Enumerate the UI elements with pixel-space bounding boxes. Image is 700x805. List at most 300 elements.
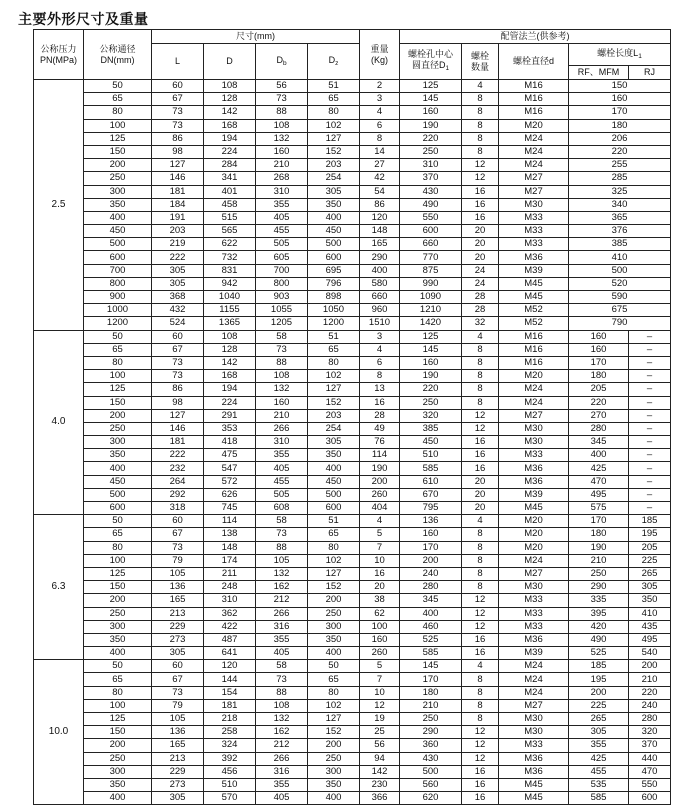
bolt-circle-cell: 510 <box>400 449 462 462</box>
bolt-diameter-cell: M30 <box>499 422 569 435</box>
dn-cell: 1200 <box>84 317 152 330</box>
bolt-circle-cell: 250 <box>400 396 462 409</box>
db-cell: 108 <box>256 370 308 383</box>
bolt-circle-cell: 1090 <box>400 291 462 304</box>
bolt-qty-cell: 8 <box>462 383 499 396</box>
table-row <box>34 792 671 805</box>
bolt-length-rf-cell: 170 <box>569 356 629 369</box>
bolt-circle-cell: 875 <box>400 264 462 277</box>
bolt-qty-cell: 16 <box>462 462 499 475</box>
table-row <box>34 449 671 462</box>
bolt-length-rj-cell: 550 <box>629 778 671 791</box>
d-cell: 362 <box>204 607 256 620</box>
dn-cell: 80 <box>84 356 152 369</box>
table-row <box>34 370 671 383</box>
d-cell: 324 <box>204 739 256 752</box>
db-cell: 132 <box>256 713 308 726</box>
table-row <box>34 277 671 290</box>
l-cell: 60 <box>152 515 204 528</box>
header-bolt-qty: 螺栓 数量 <box>462 44 499 80</box>
l-cell: 79 <box>152 554 204 567</box>
bolt-circle-cell: 430 <box>400 752 462 765</box>
d-cell: 831 <box>204 264 256 277</box>
pn-cell: 4.0 <box>34 330 84 515</box>
dz-cell: 127 <box>308 132 360 145</box>
dn-cell: 600 <box>84 502 152 515</box>
dz-cell: 695 <box>308 264 360 277</box>
bolt-qty-cell: 32 <box>462 317 499 330</box>
bolt-circle-cell: 240 <box>400 567 462 580</box>
dn-cell: 350 <box>84 778 152 791</box>
d-cell: 194 <box>204 383 256 396</box>
d-cell: 291 <box>204 409 256 422</box>
dz-cell: 350 <box>308 633 360 646</box>
bolt-qty-cell: 16 <box>462 792 499 805</box>
bolt-diameter-cell: M33 <box>499 225 569 238</box>
db-cell: 108 <box>256 119 308 132</box>
bolt-diameter-cell: M27 <box>499 409 569 422</box>
bolt-length-rf-cell: 470 <box>569 475 629 488</box>
dz-cell: 80 <box>308 686 360 699</box>
bolt-length-rf-cell: 535 <box>569 778 629 791</box>
bolt-length-rf-cell: 376 <box>569 225 671 238</box>
l-cell: 184 <box>152 198 204 211</box>
d-cell: 108 <box>204 330 256 343</box>
db-cell: 88 <box>256 106 308 119</box>
dz-cell: 200 <box>308 739 360 752</box>
bolt-circle-cell: 620 <box>400 792 462 805</box>
l-cell: 67 <box>152 343 204 356</box>
l-cell: 165 <box>152 739 204 752</box>
db-cell: 608 <box>256 502 308 515</box>
weight-cell: 2 <box>360 80 400 93</box>
bolt-length-rj-cell: – <box>629 422 671 435</box>
weight-cell: 160 <box>360 633 400 646</box>
bolt-qty-cell: 8 <box>462 554 499 567</box>
bolt-circle-cell: 190 <box>400 119 462 132</box>
weight-cell: 25 <box>360 726 400 739</box>
bolt-circle-cell: 170 <box>400 673 462 686</box>
d-cell: 422 <box>204 620 256 633</box>
l-cell: 105 <box>152 567 204 580</box>
bolt-qty-cell: 8 <box>462 713 499 726</box>
bolt-length-rf-cell: 585 <box>569 792 629 805</box>
db-cell: 310 <box>256 185 308 198</box>
bolt-diameter-cell: M24 <box>499 383 569 396</box>
weight-cell: 86 <box>360 198 400 211</box>
d-cell: 353 <box>204 422 256 435</box>
bolt-circle-cell: 210 <box>400 699 462 712</box>
d-cell: 108 <box>204 80 256 93</box>
bolt-length-rf-cell: 225 <box>569 699 629 712</box>
weight-cell: 62 <box>360 607 400 620</box>
dz-cell: 152 <box>308 145 360 158</box>
db-cell: 800 <box>256 277 308 290</box>
weight-cell: 8 <box>360 132 400 145</box>
bolt-diameter-cell: M33 <box>499 607 569 620</box>
bolt-length-rf-cell: 790 <box>569 317 671 330</box>
bolt-length-rf-cell: 270 <box>569 409 629 422</box>
bolt-diameter-cell: M45 <box>499 291 569 304</box>
bolt-qty-cell: 8 <box>462 370 499 383</box>
d-cell: 284 <box>204 159 256 172</box>
weight-cell: 100 <box>360 620 400 633</box>
dn-cell: 80 <box>84 541 152 554</box>
header-bolt-diameter: 螺栓直径d <box>499 44 569 80</box>
table-row <box>34 132 671 145</box>
db-cell: 162 <box>256 726 308 739</box>
bolt-circle-cell: 370 <box>400 172 462 185</box>
weight-cell: 6 <box>360 119 400 132</box>
dz-cell: 51 <box>308 515 360 528</box>
db-cell: 266 <box>256 607 308 620</box>
d-cell: 456 <box>204 765 256 778</box>
bolt-diameter-cell: M16 <box>499 356 569 369</box>
dz-cell: 203 <box>308 159 360 172</box>
dn-cell: 300 <box>84 620 152 633</box>
bolt-length-rf-cell: 185 <box>569 660 629 673</box>
db-cell: 210 <box>256 409 308 422</box>
header-dz: $D_z$ <box>308 44 360 80</box>
l-cell: 305 <box>152 277 204 290</box>
db-cell: 162 <box>256 581 308 594</box>
bolt-diameter-cell: M36 <box>499 462 569 475</box>
bolt-length-rf-cell: 345 <box>569 436 629 449</box>
weight-cell: 4 <box>360 106 400 119</box>
bolt-qty-cell: 8 <box>462 699 499 712</box>
bolt-circle-cell: 145 <box>400 660 462 673</box>
l-cell: 146 <box>152 422 204 435</box>
d-cell: 224 <box>204 396 256 409</box>
table-row <box>34 620 671 633</box>
table-row <box>34 422 671 435</box>
dz-cell: 51 <box>308 80 360 93</box>
bolt-length-rf-cell: 180 <box>569 528 629 541</box>
table-row <box>34 225 671 238</box>
weight-cell: 42 <box>360 172 400 185</box>
bolt-qty-cell: 16 <box>462 633 499 646</box>
db-cell: 108 <box>256 699 308 712</box>
bolt-circle-cell: 660 <box>400 238 462 251</box>
d-cell: 942 <box>204 277 256 290</box>
weight-cell: 56 <box>360 739 400 752</box>
bolt-length-rj-cell: 225 <box>629 554 671 567</box>
bolt-circle-cell: 190 <box>400 370 462 383</box>
d-cell: 565 <box>204 225 256 238</box>
bolt-qty-cell: 8 <box>462 686 499 699</box>
d-cell: 194 <box>204 132 256 145</box>
d-cell: 142 <box>204 356 256 369</box>
bolt-diameter-cell: M33 <box>499 620 569 633</box>
d-cell: 120 <box>204 660 256 673</box>
db-cell: 355 <box>256 198 308 211</box>
bolt-diameter-cell: M52 <box>499 304 569 317</box>
table-row <box>34 647 671 660</box>
l-cell: 127 <box>152 159 204 172</box>
bolt-qty-cell: 8 <box>462 145 499 158</box>
table-row <box>34 581 671 594</box>
dz-cell: 1050 <box>308 304 360 317</box>
bolt-qty-cell: 12 <box>462 422 499 435</box>
bolt-length-rf-cell: 150 <box>569 80 671 93</box>
dz-cell: 102 <box>308 119 360 132</box>
weight-cell: 290 <box>360 251 400 264</box>
dn-cell: 200 <box>84 409 152 422</box>
d-cell: 475 <box>204 449 256 462</box>
bolt-diameter-cell: M36 <box>499 765 569 778</box>
l-cell: 203 <box>152 225 204 238</box>
bolt-circle-cell: 490 <box>400 198 462 211</box>
bolt-circle-cell: 160 <box>400 106 462 119</box>
table-row <box>34 317 671 330</box>
bolt-circle-cell: 670 <box>400 488 462 501</box>
bolt-length-rj-cell: – <box>629 502 671 515</box>
weight-cell: 16 <box>360 567 400 580</box>
table-row <box>34 778 671 791</box>
bolt-qty-cell: 4 <box>462 515 499 528</box>
bolt-circle-cell: 125 <box>400 80 462 93</box>
table-row <box>34 93 671 106</box>
l-cell: 222 <box>152 251 204 264</box>
bolt-qty-cell: 16 <box>462 778 499 791</box>
l-cell: 191 <box>152 211 204 224</box>
bolt-qty-cell: 16 <box>462 449 499 462</box>
table-row <box>34 594 671 607</box>
table-row <box>34 567 671 580</box>
bolt-length-rj-cell: 210 <box>629 673 671 686</box>
weight-cell: 148 <box>360 225 400 238</box>
l-cell: 60 <box>152 330 204 343</box>
l-cell: 305 <box>152 792 204 805</box>
table-row <box>34 528 671 541</box>
bolt-length-rf-cell: 160 <box>569 343 629 356</box>
dn-cell: 100 <box>84 370 152 383</box>
bolt-circle-cell: 770 <box>400 251 462 264</box>
l-cell: 73 <box>152 106 204 119</box>
d-cell: 144 <box>204 673 256 686</box>
dz-cell: 250 <box>308 752 360 765</box>
dn-cell: 250 <box>84 172 152 185</box>
d-cell: 168 <box>204 370 256 383</box>
dz-cell: 80 <box>308 541 360 554</box>
dn-cell: 65 <box>84 93 152 106</box>
bolt-length-rf-cell: 170 <box>569 515 629 528</box>
l-cell: 60 <box>152 80 204 93</box>
bolt-qty-cell: 12 <box>462 594 499 607</box>
header-bolt-circle: 螺栓孔中心 圆直径$D_1$ <box>400 44 462 80</box>
weight-cell: 38 <box>360 594 400 607</box>
table-row <box>34 436 671 449</box>
l-cell: 273 <box>152 633 204 646</box>
weight-cell: 3 <box>360 330 400 343</box>
weight-cell: 8 <box>360 370 400 383</box>
bolt-length-rj-cell: 185 <box>629 515 671 528</box>
bolt-length-rj-cell: 205 <box>629 541 671 554</box>
dn-cell: 400 <box>84 647 152 660</box>
bolt-circle-cell: 610 <box>400 475 462 488</box>
db-cell: 268 <box>256 172 308 185</box>
db-cell: 316 <box>256 620 308 633</box>
bolt-length-rf-cell: 220 <box>569 145 671 158</box>
bolt-length-rj-cell: 410 <box>629 607 671 620</box>
table-row <box>34 356 671 369</box>
bolt-diameter-cell: M16 <box>499 106 569 119</box>
bolt-length-rj-cell: 200 <box>629 660 671 673</box>
weight-cell: 260 <box>360 647 400 660</box>
bolt-circle-cell: 310 <box>400 159 462 172</box>
dz-cell: 400 <box>308 462 360 475</box>
bolt-length-rf-cell: 206 <box>569 132 671 145</box>
table-row <box>34 396 671 409</box>
dz-cell: 65 <box>308 93 360 106</box>
d-cell: 128 <box>204 93 256 106</box>
bolt-circle-cell: 280 <box>400 581 462 594</box>
bolt-diameter-cell: M45 <box>499 502 569 515</box>
bolt-circle-cell: 125 <box>400 330 462 343</box>
bolt-qty-cell: 12 <box>462 739 499 752</box>
weight-cell: 260 <box>360 488 400 501</box>
bolt-circle-cell: 500 <box>400 765 462 778</box>
dn-cell: 700 <box>84 264 152 277</box>
bolt-length-rf-cell: 365 <box>569 211 671 224</box>
bolt-qty-cell: 16 <box>462 765 499 778</box>
weight-cell: 7 <box>360 673 400 686</box>
weight-cell: 7 <box>360 541 400 554</box>
l-cell: 98 <box>152 145 204 158</box>
bolt-diameter-cell: M16 <box>499 343 569 356</box>
bolt-diameter-cell: M39 <box>499 488 569 501</box>
dn-cell: 500 <box>84 488 152 501</box>
bolt-circle-cell: 220 <box>400 132 462 145</box>
bolt-diameter-cell: M20 <box>499 528 569 541</box>
l-cell: 213 <box>152 607 204 620</box>
bolt-diameter-cell: M16 <box>499 93 569 106</box>
bolt-length-rf-cell: 525 <box>569 647 629 660</box>
bolt-length-rj-cell: – <box>629 356 671 369</box>
d-cell: 1365 <box>204 317 256 330</box>
dn-cell: 450 <box>84 475 152 488</box>
bolt-circle-cell: 220 <box>400 383 462 396</box>
l-cell: 60 <box>152 660 204 673</box>
l-cell: 292 <box>152 488 204 501</box>
d-cell: 168 <box>204 119 256 132</box>
bolt-length-rf-cell: 280 <box>569 422 629 435</box>
bolt-diameter-cell: M24 <box>499 686 569 699</box>
bolt-length-rj-cell: 280 <box>629 713 671 726</box>
d-cell: 138 <box>204 528 256 541</box>
db-cell: 73 <box>256 93 308 106</box>
bolt-diameter-cell: M39 <box>499 647 569 660</box>
weight-cell: 960 <box>360 304 400 317</box>
bolt-diameter-cell: M36 <box>499 251 569 264</box>
l-cell: 318 <box>152 502 204 515</box>
l-cell: 229 <box>152 620 204 633</box>
dn-cell: 350 <box>84 633 152 646</box>
bolt-length-rf-cell: 425 <box>569 752 629 765</box>
db-cell: 310 <box>256 436 308 449</box>
dz-cell: 152 <box>308 581 360 594</box>
db-cell: 1055 <box>256 304 308 317</box>
bolt-length-rj-cell: 305 <box>629 581 671 594</box>
dn-cell: 50 <box>84 515 152 528</box>
d-cell: 218 <box>204 713 256 726</box>
dn-cell: 400 <box>84 211 152 224</box>
db-cell: 73 <box>256 343 308 356</box>
l-cell: 136 <box>152 726 204 739</box>
dz-cell: 65 <box>308 673 360 686</box>
d-cell: 1040 <box>204 291 256 304</box>
db-cell: 132 <box>256 567 308 580</box>
bolt-length-rj-cell: – <box>629 396 671 409</box>
db-cell: 160 <box>256 145 308 158</box>
dn-cell: 250 <box>84 607 152 620</box>
db-cell: 405 <box>256 211 308 224</box>
d-cell: 248 <box>204 581 256 594</box>
db-cell: 88 <box>256 356 308 369</box>
bolt-diameter-cell: M30 <box>499 198 569 211</box>
bolt-qty-cell: 16 <box>462 185 499 198</box>
l-cell: 181 <box>152 436 204 449</box>
bolt-qty-cell: 4 <box>462 330 499 343</box>
db-cell: 355 <box>256 449 308 462</box>
dz-cell: 102 <box>308 370 360 383</box>
l-cell: 229 <box>152 765 204 778</box>
dn-cell: 100 <box>84 119 152 132</box>
bolt-qty-cell: 8 <box>462 528 499 541</box>
dz-cell: 65 <box>308 528 360 541</box>
bolt-diameter-cell: M27 <box>499 567 569 580</box>
weight-cell: 1510 <box>360 317 400 330</box>
d-cell: 515 <box>204 211 256 224</box>
bolt-circle-cell: 585 <box>400 462 462 475</box>
bolt-diameter-cell: M24 <box>499 554 569 567</box>
bolt-circle-cell: 525 <box>400 633 462 646</box>
bolt-length-rf-cell: 180 <box>569 370 629 383</box>
bolt-length-rf-cell: 400 <box>569 449 629 462</box>
bolt-length-rj-cell: – <box>629 462 671 475</box>
weight-cell: 660 <box>360 291 400 304</box>
l-cell: 79 <box>152 699 204 712</box>
table-row <box>34 541 671 554</box>
dz-cell: 305 <box>308 185 360 198</box>
d-cell: 745 <box>204 502 256 515</box>
weight-cell: 10 <box>360 554 400 567</box>
bolt-length-rf-cell: 265 <box>569 713 629 726</box>
bolt-length-rf-cell: 395 <box>569 607 629 620</box>
weight-cell: 165 <box>360 238 400 251</box>
db-cell: 455 <box>256 225 308 238</box>
bolt-diameter-cell: M30 <box>499 581 569 594</box>
bolt-diameter-cell: M24 <box>499 660 569 673</box>
l-cell: 73 <box>152 119 204 132</box>
table-row <box>34 80 671 93</box>
bolt-length-rj-cell: 540 <box>629 647 671 660</box>
table-body <box>34 80 671 805</box>
header-l: L <box>152 44 204 80</box>
bolt-diameter-cell: M20 <box>499 119 569 132</box>
l-cell: 67 <box>152 528 204 541</box>
header-db: $D_b$ <box>256 44 308 80</box>
dn-cell: 250 <box>84 752 152 765</box>
bolt-length-rj-cell: 495 <box>629 633 671 646</box>
table-row <box>34 752 671 765</box>
bolt-length-rj-cell: 320 <box>629 726 671 739</box>
bolt-qty-cell: 24 <box>462 264 499 277</box>
bolt-circle-cell: 360 <box>400 739 462 752</box>
l-cell: 222 <box>152 449 204 462</box>
bolt-circle-cell: 250 <box>400 145 462 158</box>
bolt-length-rf-cell: 455 <box>569 765 629 778</box>
